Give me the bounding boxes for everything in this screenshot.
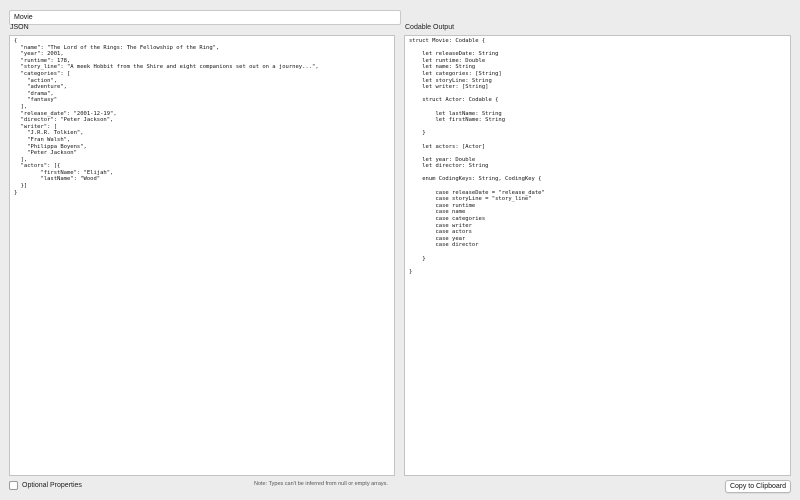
optional-properties-option[interactable] — [9, 481, 82, 490]
codable-output-label: Codable Output — [405, 24, 455, 31]
codable-output-editor[interactable]: struct Movie: Codable { let releaseDate: String let runtime: Double let name: String let categories: [String] let storyLine: String let writer: [String] struct Actor: Codable { let lastName: String let firstName: String } let actors: [Actor] let year: Double let director: String enum CodingKeys: String, CodingKey { case releaseDate = "release_date" case storyLine = "story_line" case runtime case name case categories case writer case actors case year case director } } — [404, 35, 791, 476]
optional-properties-checkbox[interactable] — [9, 481, 18, 490]
copy-to-clipboard-button[interactable]: Copy to Clipboard — [725, 480, 791, 493]
types-note: Note: Types can't be inferred from null or empty arrays. — [254, 481, 388, 487]
struct-name-input[interactable] — [9, 10, 401, 25]
optional-properties-label: Optional Properties — [22, 482, 82, 489]
json-input-editor[interactable]: { "name": "The Lord of the Rings: The Fellowship of the Ring", "year": 2001, "runtime": 178, "story_line": "A meek Hobbit from the Shire and eight companions set out on a journey...", "categories": [ "action", "adventure", "drama", "fantasy" ], "release_date": "2001-12-19", "director": "Peter Jackson", "writer": [ "J.R.R. Tolkien", "Fran Walsh", "Philippa Boyens", "Peter Jackson" ], "actors": [{ "firstName": "Elijah", "lastName": "Wood" }] } — [9, 35, 395, 476]
json-label: JSON — [10, 24, 29, 31]
